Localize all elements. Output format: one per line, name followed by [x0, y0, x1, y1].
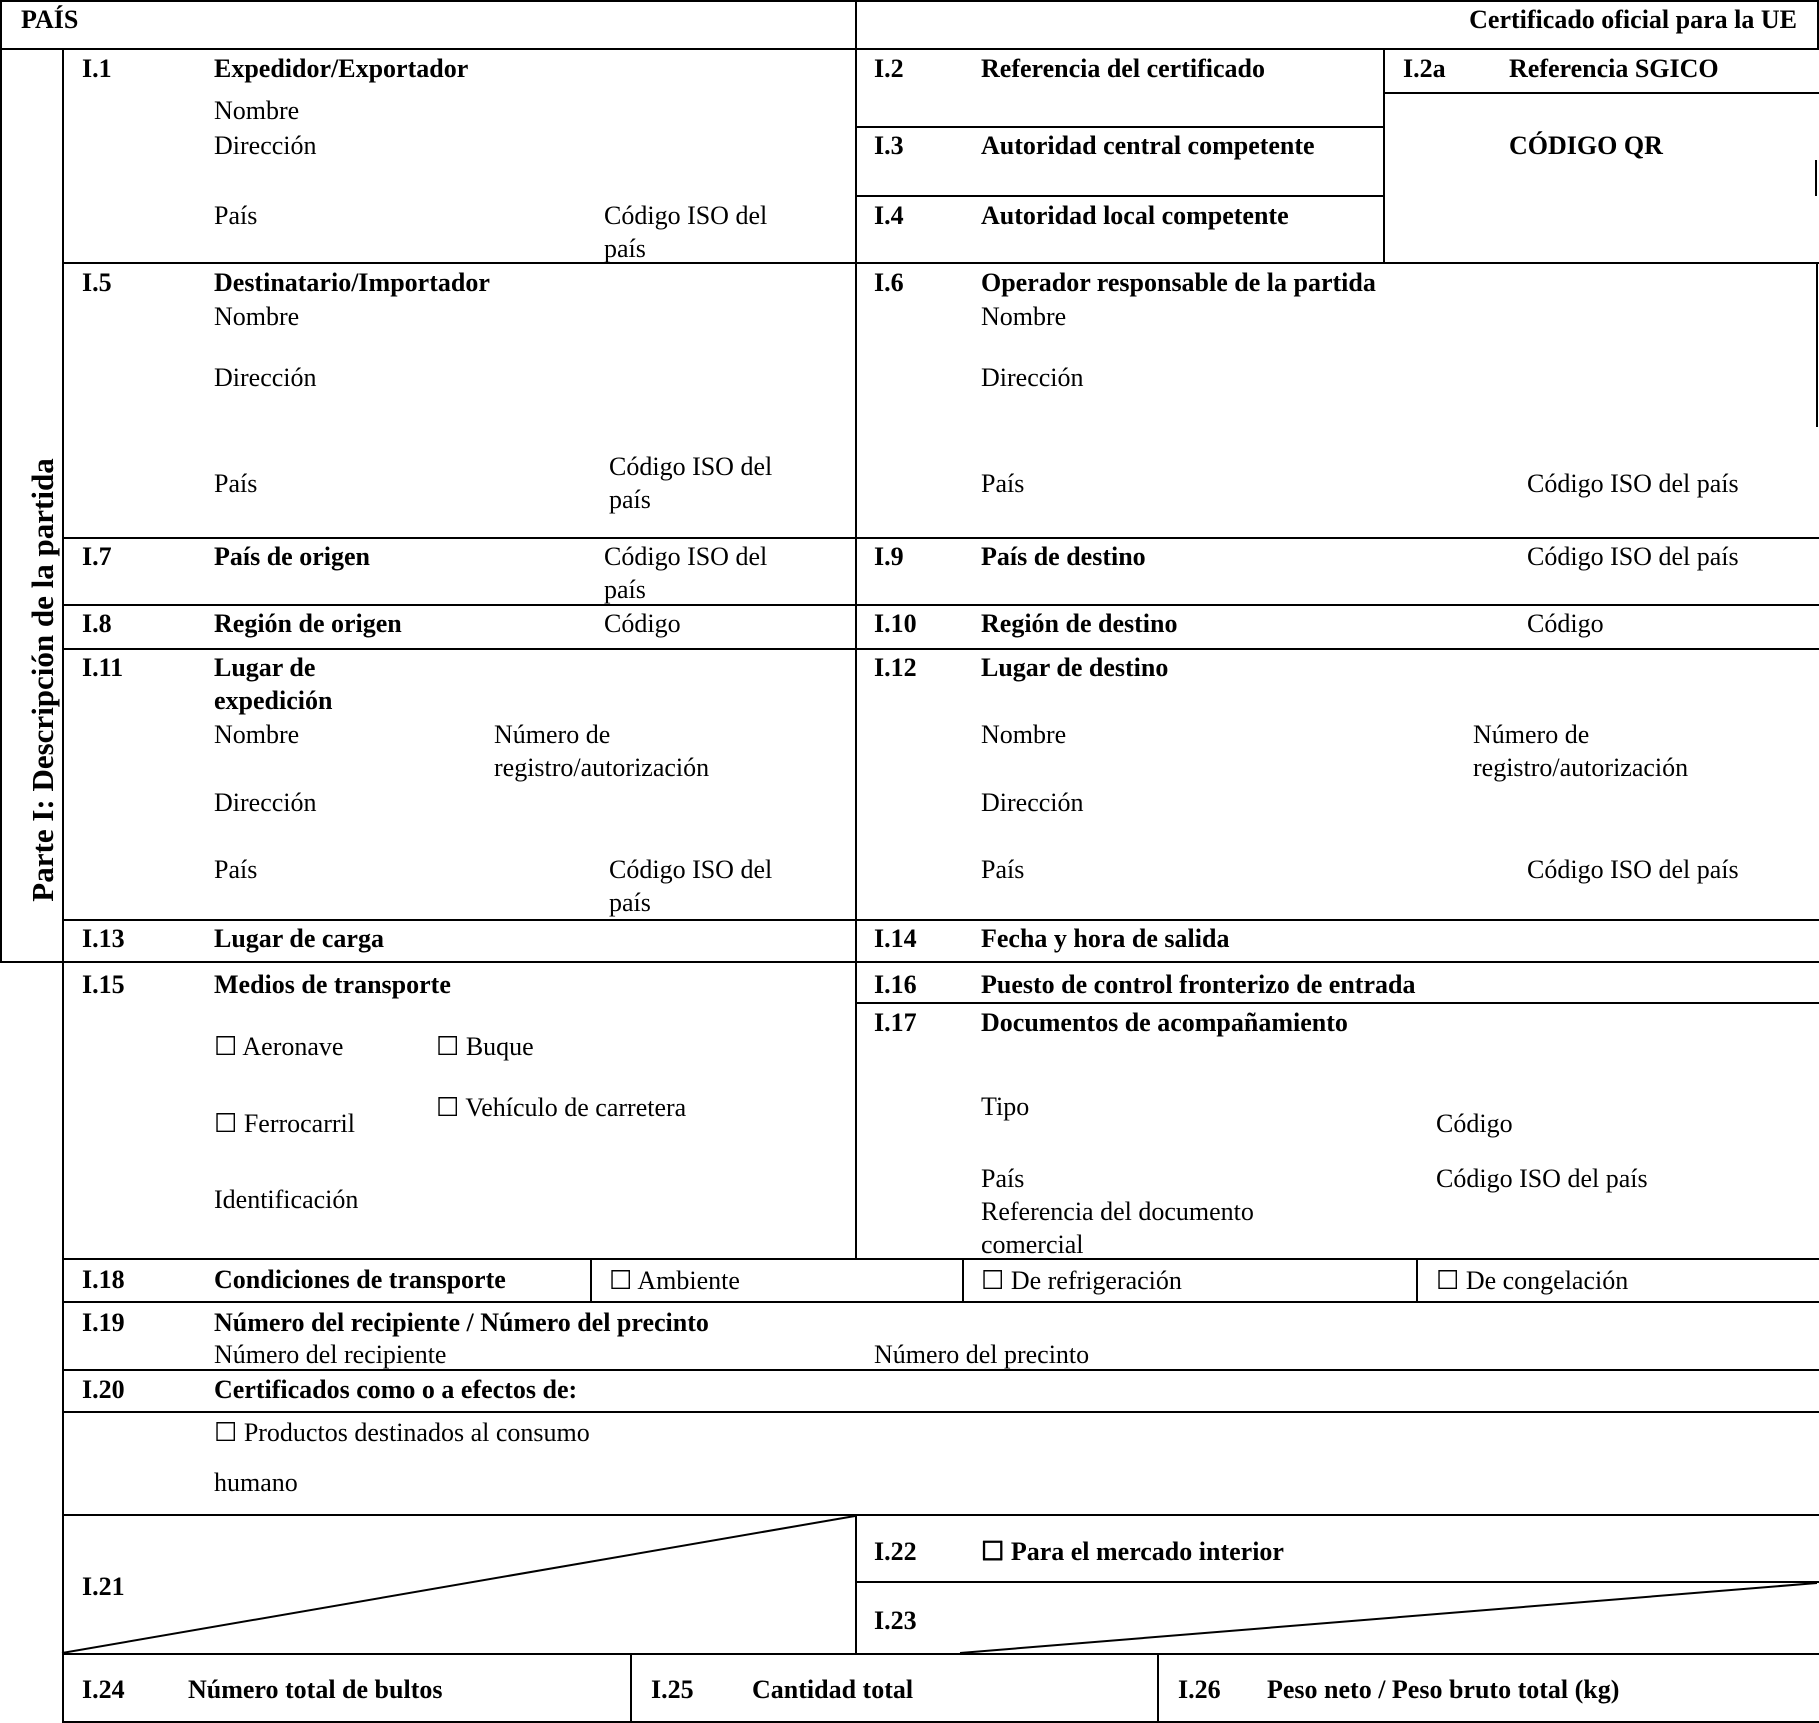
field-code: I.17 [874, 1008, 917, 1037]
field-label: Número del precinto [874, 1340, 1090, 1369]
field-code: I.18 [82, 1265, 125, 1294]
field-label: Número de registro/autorización [494, 720, 710, 782]
field-title: Número del recipiente / Número del precinto [214, 1308, 709, 1337]
field-label: Código ISO del país [1527, 542, 1739, 571]
i23-cross-line [960, 1583, 1817, 1653]
field-title: Número total de bultos [188, 1675, 443, 1704]
certificate-title: Certificado oficial para la UE [1469, 5, 1797, 34]
field-code: I.23 [874, 1606, 917, 1635]
field-label: País [981, 855, 1025, 884]
field-label: Dirección [214, 788, 317, 817]
field-title: Referencia del certificado [981, 54, 1265, 83]
field-code: I.2 [874, 54, 904, 83]
field-title: Cantidad total [752, 1675, 914, 1704]
field-title: Operador responsable de la partida [981, 268, 1376, 297]
field-code: I.25 [651, 1675, 694, 1704]
field-label: País [214, 855, 258, 884]
field-label: País [981, 1164, 1025, 1193]
checkbox-label-continued: humano [214, 1468, 298, 1497]
field-title: Lugar de destino [981, 653, 1169, 682]
field-code: I.1 [82, 54, 112, 83]
field-title: Puesto de control fronterizo de entrada [981, 970, 1416, 999]
field-code: I.22 [874, 1537, 917, 1566]
field-label: Tipo [981, 1092, 1030, 1121]
field-title: País de destino [981, 542, 1146, 571]
field-code: I.4 [874, 201, 904, 230]
checkbox-label: Buque [465, 1032, 534, 1061]
field-title: Fecha y hora de salida [981, 924, 1230, 953]
field-label: Referencia del documento comercial [981, 1197, 1254, 1259]
field-label: Código ISO del país [604, 542, 768, 604]
qr-code-placeholder: CÓDIGO QR [1509, 131, 1663, 160]
field-label: Código ISO del país [1436, 1164, 1648, 1193]
field-code: I.14 [874, 924, 917, 953]
transport-road-checkbox[interactable] [436, 1091, 686, 1124]
checkbox-icon: ☐ [1436, 1266, 1460, 1295]
field-label: País [214, 469, 258, 498]
field-code: I.15 [82, 970, 125, 999]
field-title: Medios de transporte [214, 970, 451, 999]
field-code: I.7 [82, 542, 112, 571]
field-code: I.6 [874, 268, 904, 297]
checkbox-label: Ambiente [637, 1266, 740, 1295]
field-code: I.2a [1403, 54, 1446, 83]
field-label: Código ISO del país [1527, 469, 1739, 498]
field-label: Dirección [214, 131, 317, 160]
field-code: I.8 [82, 609, 112, 638]
checkbox-label: Productos destinados al consumo [243, 1418, 590, 1447]
checkbox-label: Aeronave [242, 1032, 344, 1061]
field-code: I.3 [874, 131, 904, 160]
field-label: Dirección [214, 363, 317, 392]
human-consumption-checkbox[interactable] [214, 1416, 590, 1449]
field-title: Lugar de carga [214, 924, 384, 953]
field-label: Código [604, 609, 681, 638]
field-code: I.12 [874, 653, 917, 682]
field-label: Código ISO del país [609, 452, 773, 514]
ambient-checkbox[interactable] [609, 1264, 740, 1297]
field-title: Certificados como o a efectos de: [214, 1375, 578, 1404]
field-code: I.21 [82, 1572, 125, 1601]
checkbox-icon: ☐ [981, 1266, 1005, 1295]
field-label: Dirección [981, 363, 1084, 392]
field-title: Condiciones de transporte [214, 1265, 506, 1294]
field-label: Dirección [981, 788, 1084, 817]
checkbox-icon: ☐ [609, 1266, 633, 1295]
field-title: Lugar de expedición [214, 653, 333, 715]
field-label: Nombre [981, 720, 1067, 749]
field-label: Código ISO del país [609, 855, 773, 917]
field-label: Nombre [214, 302, 300, 331]
field-code: I.20 [82, 1375, 125, 1404]
checkbox-label: De refrigeración [1010, 1266, 1182, 1295]
field-code: I.24 [82, 1675, 125, 1704]
checkbox-icon: ☐ [214, 1418, 238, 1447]
field-code: I.26 [1178, 1675, 1221, 1704]
field-label: Código [1527, 609, 1604, 638]
field-label: Código ISO del país [1527, 855, 1739, 884]
field-code: I.5 [82, 268, 112, 297]
field-title: Documentos de acompañamiento [981, 1008, 1348, 1037]
checkbox-label: Vehículo de carretera [465, 1093, 687, 1122]
internal-market-checkbox[interactable] [981, 1535, 1284, 1568]
part-one-side-label: Parte I: Descripción de la partida [25, 458, 60, 902]
field-title: País de origen [214, 542, 370, 571]
field-label: Nombre [981, 302, 1067, 331]
field-code: I.19 [82, 1308, 125, 1337]
checkbox-label: Ferrocarril [243, 1109, 355, 1138]
checkbox-icon: ☐ [981, 1537, 1005, 1566]
checkbox-icon: ☐ [436, 1093, 460, 1122]
field-title: Autoridad local competente [981, 201, 1289, 230]
checkbox-icon: ☐ [214, 1032, 238, 1061]
field-label: Nombre [214, 720, 300, 749]
field-code: I.16 [874, 970, 917, 999]
field-label: Código [1436, 1109, 1513, 1138]
field-title: Autoridad central competente [981, 131, 1315, 160]
field-label: Número de registro/autorización [1473, 720, 1689, 782]
field-label: Identificación [214, 1185, 359, 1214]
field-label: Nombre [214, 96, 300, 125]
field-label: País [981, 469, 1025, 498]
field-code: I.10 [874, 609, 917, 638]
field-title: Región de origen [214, 609, 402, 638]
field-code: I.9 [874, 542, 904, 571]
checkbox-icon: ☐ [214, 1109, 238, 1138]
field-title: Referencia SGICO [1509, 54, 1719, 83]
transport-rail-checkbox[interactable] [214, 1107, 355, 1140]
chilled-checkbox[interactable] [981, 1264, 1182, 1297]
i21-cross-line [62, 1516, 855, 1653]
field-title: Peso neto / Peso bruto total (kg) [1267, 1675, 1620, 1704]
frozen-checkbox[interactable] [1436, 1264, 1628, 1297]
country-header: PAÍS [21, 5, 79, 34]
field-code: I.13 [82, 924, 125, 953]
transport-aircraft-checkbox[interactable] [214, 1030, 343, 1063]
field-title: Región de destino [981, 609, 1178, 638]
checkbox-label: De congelación [1465, 1266, 1629, 1295]
field-code: I.11 [82, 653, 124, 682]
checkbox-icon: ☐ [436, 1032, 460, 1061]
field-title: Destinatario/Importador [214, 268, 490, 297]
field-label: Número del recipiente [214, 1340, 447, 1369]
field-title: Expedidor/Exportador [214, 54, 469, 83]
field-label: Código ISO del país [604, 201, 768, 263]
checkbox-label: Para el mercado interior [1010, 1537, 1284, 1566]
field-label: País [214, 201, 258, 230]
transport-ship-checkbox[interactable] [436, 1030, 534, 1063]
